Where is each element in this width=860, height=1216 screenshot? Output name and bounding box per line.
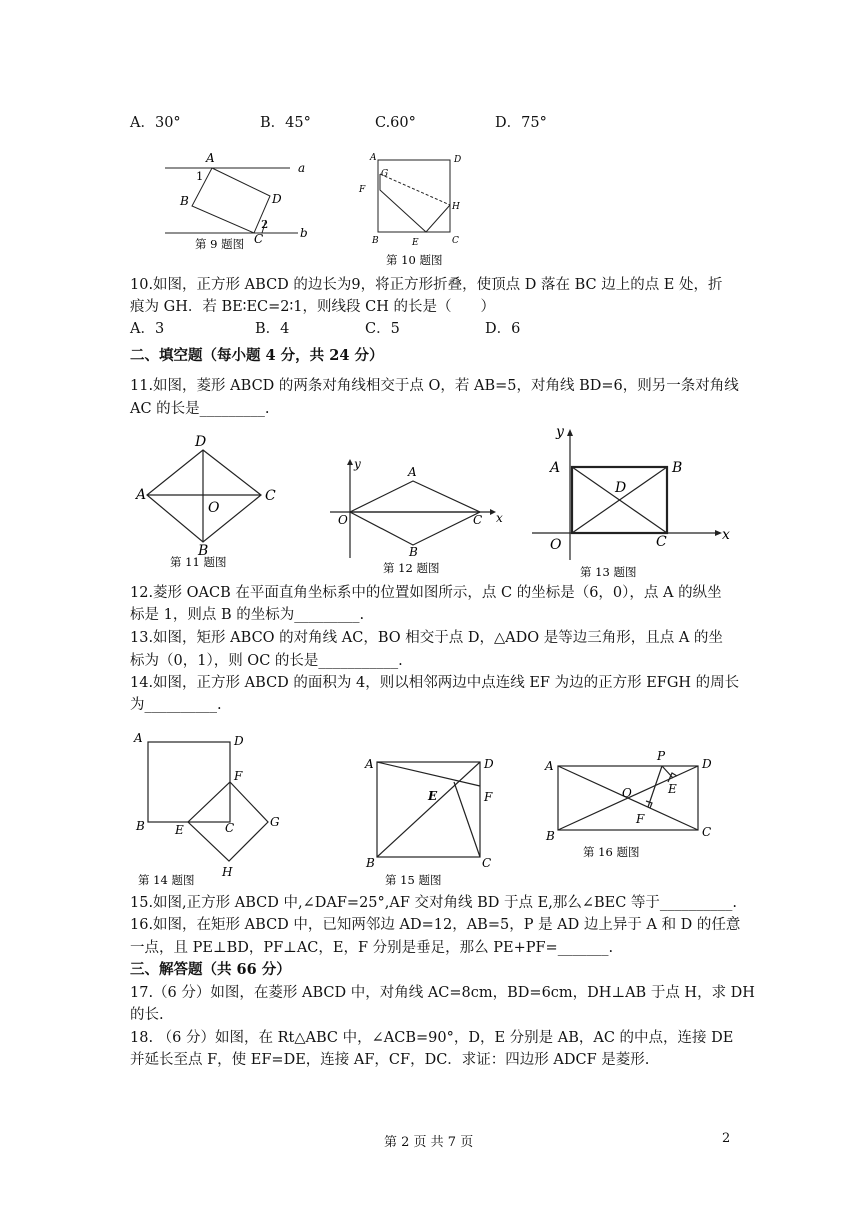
f16-label-f: F: [636, 812, 645, 826]
q16-line-2: 一点，且 PE⊥BD，PF⊥AC，E，F 分别是垂足，那么 PE+PF=_______.: [130, 940, 614, 956]
f14-label-c: C: [225, 821, 235, 835]
f14-label-g: G: [270, 815, 280, 829]
q10-option-d: D．6: [485, 321, 521, 337]
f12-label-y: y: [354, 457, 361, 471]
f15-label-d: D: [484, 757, 494, 771]
q10-option-a: A．3: [130, 321, 165, 337]
page-number: 2: [722, 1131, 731, 1146]
q18-line-1: 18. （6 分）如图，在 Rt△ABC 中，∠ACB=90°，D，E 分别是 AB，AC 的中点，连接 DE: [130, 1030, 734, 1046]
q11-line-1: 11.如图，菱形 ABCD 的两条对角线相交于点 O，若 AB=5，对角线 BD=6，则另一条对角线: [130, 378, 739, 394]
f13-label-c: C: [656, 534, 667, 550]
f13-label-d: D: [615, 480, 627, 496]
q9-option-d: D．75°: [495, 115, 547, 131]
f13-label-a: A: [550, 460, 561, 476]
f9-label-b: B: [180, 194, 189, 208]
f10-label-h: H: [452, 202, 460, 212]
f15-caption: 第 15 题图: [385, 873, 442, 887]
f11-label-c: C: [265, 488, 276, 504]
f15-label-f: F: [484, 790, 493, 804]
q11-line-2: AC 的长是_________.: [130, 401, 270, 417]
q18-line-2: 并延长至点 F，使 EF=DE，连接 AF，CF，DC．求证：四边形 ADCF 是菱形.: [130, 1052, 650, 1068]
q14-line-1: 14.如图，正方形 ABCD 的面积为 4，则以相邻两边中点连线 EF 为边的正方形 EFGH 的周长: [130, 675, 740, 691]
f9-label-line-a: a: [298, 161, 306, 175]
q16-line-1: 16.如图，在矩形 ABCD 中，已知两邻边 AD=12，AB=5，P 是 AD 边上异于 A 和 D 的任意: [130, 917, 741, 933]
page-footer: 第 2 页 共 7 页: [384, 1135, 474, 1150]
q10-option-b: B．4: [255, 321, 290, 337]
q13-line-1: 13.如图，矩形 ABCO 的对角线 AC，BO 相交于点 D，△ADO 是等边三角形，且点 A 的坐: [130, 630, 723, 646]
q12-line-1: 12.菱形 OACB 在平面直角坐标系中的位置如图所示，点 C 的坐标是（6，0），点 A 的纵坐: [130, 585, 722, 601]
f11-label-a: A: [136, 487, 147, 503]
q9-option-c: C.60°: [375, 115, 416, 131]
section-2-heading: 二、填空题（每小题 4 分，共 24 分）: [130, 347, 384, 364]
f14-label-a: A: [134, 731, 143, 745]
f9-label-c: C: [254, 232, 264, 246]
q9-option-a: A．30°: [130, 115, 181, 131]
q9-option-b: B．45°: [260, 115, 311, 131]
f16-label-c: C: [702, 825, 712, 839]
q10-line-2: 痕为 GH．若 BE∶EC=2∶1，则线段 CH 的长是（ ）: [130, 299, 495, 315]
f12-caption: 第 12 题图: [383, 561, 440, 575]
f9-label-2: 2: [261, 217, 269, 231]
f12-label-a: A: [408, 465, 417, 479]
f16-label-b: B: [546, 829, 555, 843]
f16-caption: 第 16 题图: [583, 845, 640, 859]
f14-label-b: B: [136, 819, 145, 833]
f11-caption: 第 11 题图: [170, 555, 227, 569]
f9-label-a: A: [206, 151, 215, 165]
q12-line-2: 标是 1，则点 B 的坐标为_________.: [130, 607, 365, 623]
f12-label-b: B: [409, 545, 418, 559]
f14-label-h: H: [222, 865, 233, 879]
f14-label-f: F: [234, 769, 243, 783]
f14-label-e: E: [175, 823, 184, 837]
q10-option-c: C．5: [365, 321, 400, 337]
f15-label-c: C: [482, 856, 492, 870]
f10-caption: 第 10 题图: [386, 253, 443, 267]
f16-label-p: P: [657, 749, 666, 763]
f15-label-a: A: [365, 757, 374, 771]
q17-line-2: 的长.: [130, 1007, 164, 1023]
f10-label-f: F: [359, 185, 366, 195]
q15-line-1: 15.如图,正方形 ABCD 中,∠DAF=25°,AF 交对角线 BD 于点 E,那么∠BEC 等于__________.: [130, 895, 738, 911]
f15-label-b: B: [366, 856, 375, 870]
f13-label-b: B: [672, 460, 683, 476]
q10-line-1: 10.如图，正方形 ABCD 的边长为9，将正方形折叠，使顶点 D 落在 BC 边上的点 E 处，折: [130, 277, 723, 293]
f16-label-e: E: [668, 782, 677, 796]
f12-label-o: O: [338, 513, 348, 527]
f12-label-c: C: [473, 513, 483, 527]
f13-label-o: O: [550, 537, 562, 553]
f13-label-x: x: [722, 527, 730, 543]
f10-label-e: E: [412, 238, 419, 248]
q17-line-1: 17.（6 分）如图，在菱形 ABCD 中，对角线 AC=8cm，BD=6cm，DH⊥AB 于点 H，求 DH: [130, 985, 755, 1001]
f9-label-d: D: [272, 192, 282, 206]
f14-label-d: D: [234, 734, 244, 748]
f11-label-b: B: [198, 543, 209, 559]
f9-label-1: 1: [196, 169, 204, 183]
f10-label-g: G: [381, 169, 389, 179]
f9-label-line-b: b: [300, 226, 308, 240]
f16-label-o: O: [622, 786, 632, 800]
f10-label-b: B: [372, 236, 379, 246]
f11-label-d: D: [195, 434, 207, 450]
f14-caption: 第 14 题图: [138, 873, 195, 887]
f9-caption: 第 9 题图: [195, 237, 245, 251]
f11-label-o: O: [208, 500, 220, 516]
f13-label-y: y: [556, 424, 564, 440]
f16-label-d: D: [702, 757, 712, 771]
q14-line-2: 为__________.: [130, 697, 222, 713]
section-3-heading: 三、解答题（共 66 分）: [130, 961, 291, 978]
q13-line-2: 标为（0，1），则 OC 的长是___________.: [130, 653, 403, 669]
f10-label-d: D: [454, 155, 462, 165]
f15-label-e: E: [428, 789, 438, 803]
f12-label-x: x: [496, 511, 503, 525]
f13-caption: 第 13 题图: [580, 565, 637, 579]
f16-label-a: A: [545, 759, 554, 773]
f10-label-c: C: [452, 236, 459, 246]
f10-label-a: A: [370, 153, 377, 163]
